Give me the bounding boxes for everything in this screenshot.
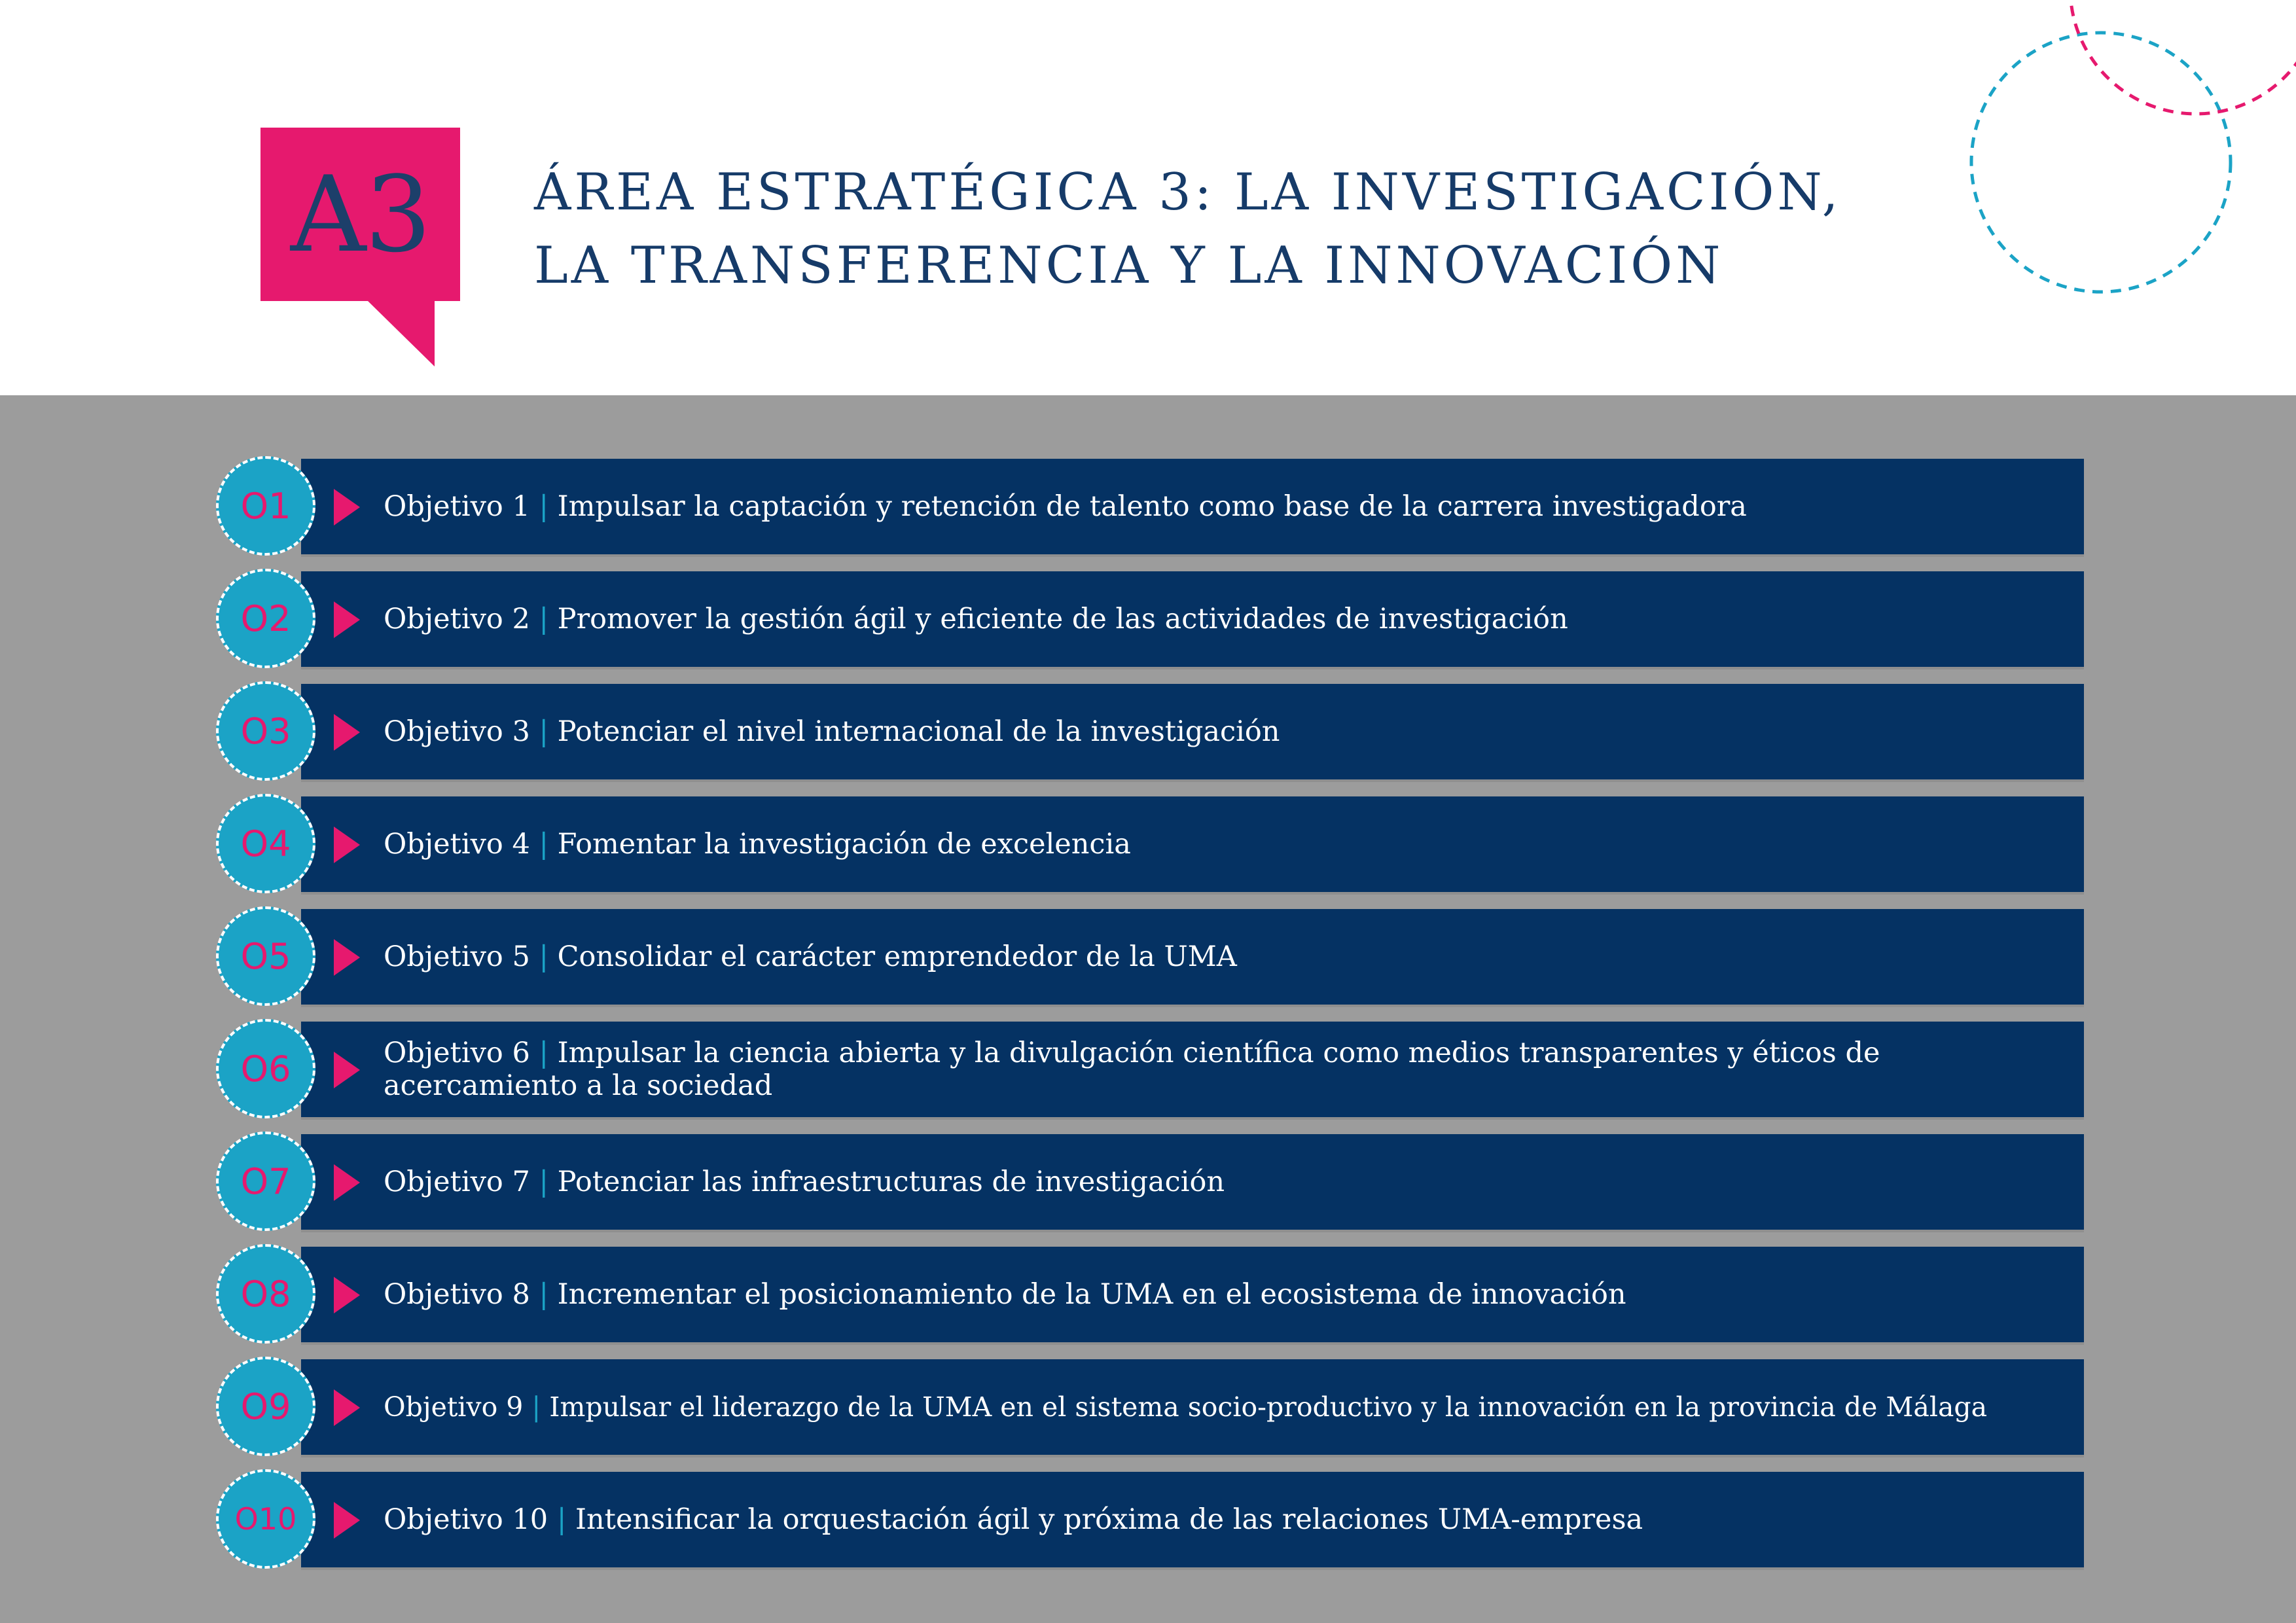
page-title-line-1: ÁREA ESTRATÉGICA 3: LA INVESTIGACIÓN,: [534, 163, 1842, 222]
objective-label: Objetivo 2: [384, 603, 530, 635]
objective-text: [384, 1472, 2059, 1567]
objective-number-badge: O1: [216, 456, 315, 556]
objective-description: Impulsar la captación y retención de talento como base de la carrera investigadora: [557, 490, 1747, 523]
objective-text: [384, 796, 2059, 892]
objective-description: Incrementar el posicionamiento de la UMA en el ecosistema de innovación: [557, 1278, 1626, 1311]
objective-row-7: [216, 1134, 2084, 1230]
play-arrow-icon: [334, 1277, 360, 1313]
page-title: [534, 156, 1974, 302]
objective-separator: |: [529, 828, 558, 861]
play-arrow-icon: [334, 1389, 360, 1426]
objective-description: Impulsar el liderazgo de la UMA en el sistema socio-productivo y la innovación en la provincia de Málaga: [549, 1391, 1988, 1423]
objective-separator: |: [529, 1166, 558, 1198]
objective-description: Fomentar la investigación de excelencia: [557, 828, 1131, 861]
objective-separator: |: [529, 1278, 558, 1311]
objective-row-2: [216, 571, 2084, 667]
objective-row-5: [216, 909, 2084, 1005]
objective-text: [384, 571, 2059, 667]
area-badge-tail: [367, 300, 435, 366]
play-arrow-icon: [334, 714, 360, 751]
objective-label: Objetivo 4: [384, 828, 530, 861]
play-arrow-icon: [334, 489, 360, 526]
objectives-panel: [0, 395, 2296, 1623]
objective-description: Consolidar el carácter emprendedor de la UMA: [557, 940, 1237, 973]
decorative-circles-icon: [1937, 0, 2296, 308]
objective-text: [384, 1247, 2059, 1342]
objective-number-badge: O3: [216, 681, 315, 781]
objective-label: Objetivo 7: [384, 1166, 530, 1198]
objective-separator: |: [529, 603, 558, 635]
objective-description: Intensificar la orquestación ágil y próxima de las relaciones UMA-empresa: [575, 1503, 1643, 1536]
objective-separator: |: [523, 1391, 550, 1423]
objective-row-10: [216, 1472, 2084, 1567]
objective-description: Impulsar la ciencia abierta y la divulgación científica como medios transparentes y éticos de acercamiento a la sociedad: [384, 1037, 1880, 1102]
objective-number-badge: O4: [216, 794, 315, 893]
play-arrow-icon: [334, 601, 360, 638]
play-arrow-icon: [334, 827, 360, 863]
objective-description: Promover la gestión ágil y eficiente de las actividades de investigación: [557, 603, 1568, 635]
objective-text: [384, 459, 2059, 554]
objective-description: Potenciar el nivel internacional de la investigación: [557, 715, 1280, 748]
objective-label: Objetivo 5: [384, 940, 530, 973]
objective-number-badge: O6: [216, 1019, 315, 1118]
play-arrow-icon: [334, 1052, 360, 1088]
objective-separator: |: [529, 1037, 558, 1069]
objective-separator: |: [529, 715, 558, 748]
objective-label: Objetivo 10: [384, 1503, 548, 1536]
objective-label: Objetivo 6: [384, 1037, 530, 1069]
objective-label: Objetivo 1: [384, 490, 530, 523]
objective-row-8: [216, 1247, 2084, 1342]
objective-row-4: [216, 796, 2084, 892]
objective-separator: |: [548, 1503, 575, 1536]
objective-separator: |: [529, 490, 558, 523]
area-badge-label: A3: [290, 153, 431, 276]
play-arrow-icon: [334, 1164, 360, 1201]
objective-number-badge: O2: [216, 569, 315, 668]
objective-row-9: [216, 1359, 2084, 1455]
objective-number-badge: O5: [216, 906, 315, 1006]
objective-text: [384, 684, 2059, 779]
objective-number-badge: O10: [216, 1469, 315, 1569]
objective-label: Objetivo 3: [384, 715, 530, 748]
objective-number-badge: O7: [216, 1132, 315, 1231]
objective-description: Potenciar las infraestructuras de investigación: [557, 1166, 1225, 1198]
objective-label: Objetivo 9: [384, 1391, 524, 1423]
objective-row-6: [216, 1022, 2084, 1117]
objective-text: [384, 1022, 2046, 1117]
play-arrow-icon: [334, 939, 360, 976]
objective-number-badge: O9: [216, 1357, 315, 1456]
objective-row-3: [216, 684, 2084, 779]
objective-label: Objetivo 8: [384, 1278, 530, 1311]
objective-text: [384, 909, 2059, 1005]
page-title-line-2: LA TRANSFERENCIA Y LA INNOVACIÓN: [534, 236, 1724, 295]
play-arrow-icon: [334, 1502, 360, 1539]
objective-row-1: [216, 459, 2084, 554]
objective-number-badge: O8: [216, 1244, 315, 1344]
objective-text: [384, 1359, 2059, 1455]
objective-separator: |: [529, 940, 558, 973]
objective-text: [384, 1134, 2059, 1230]
